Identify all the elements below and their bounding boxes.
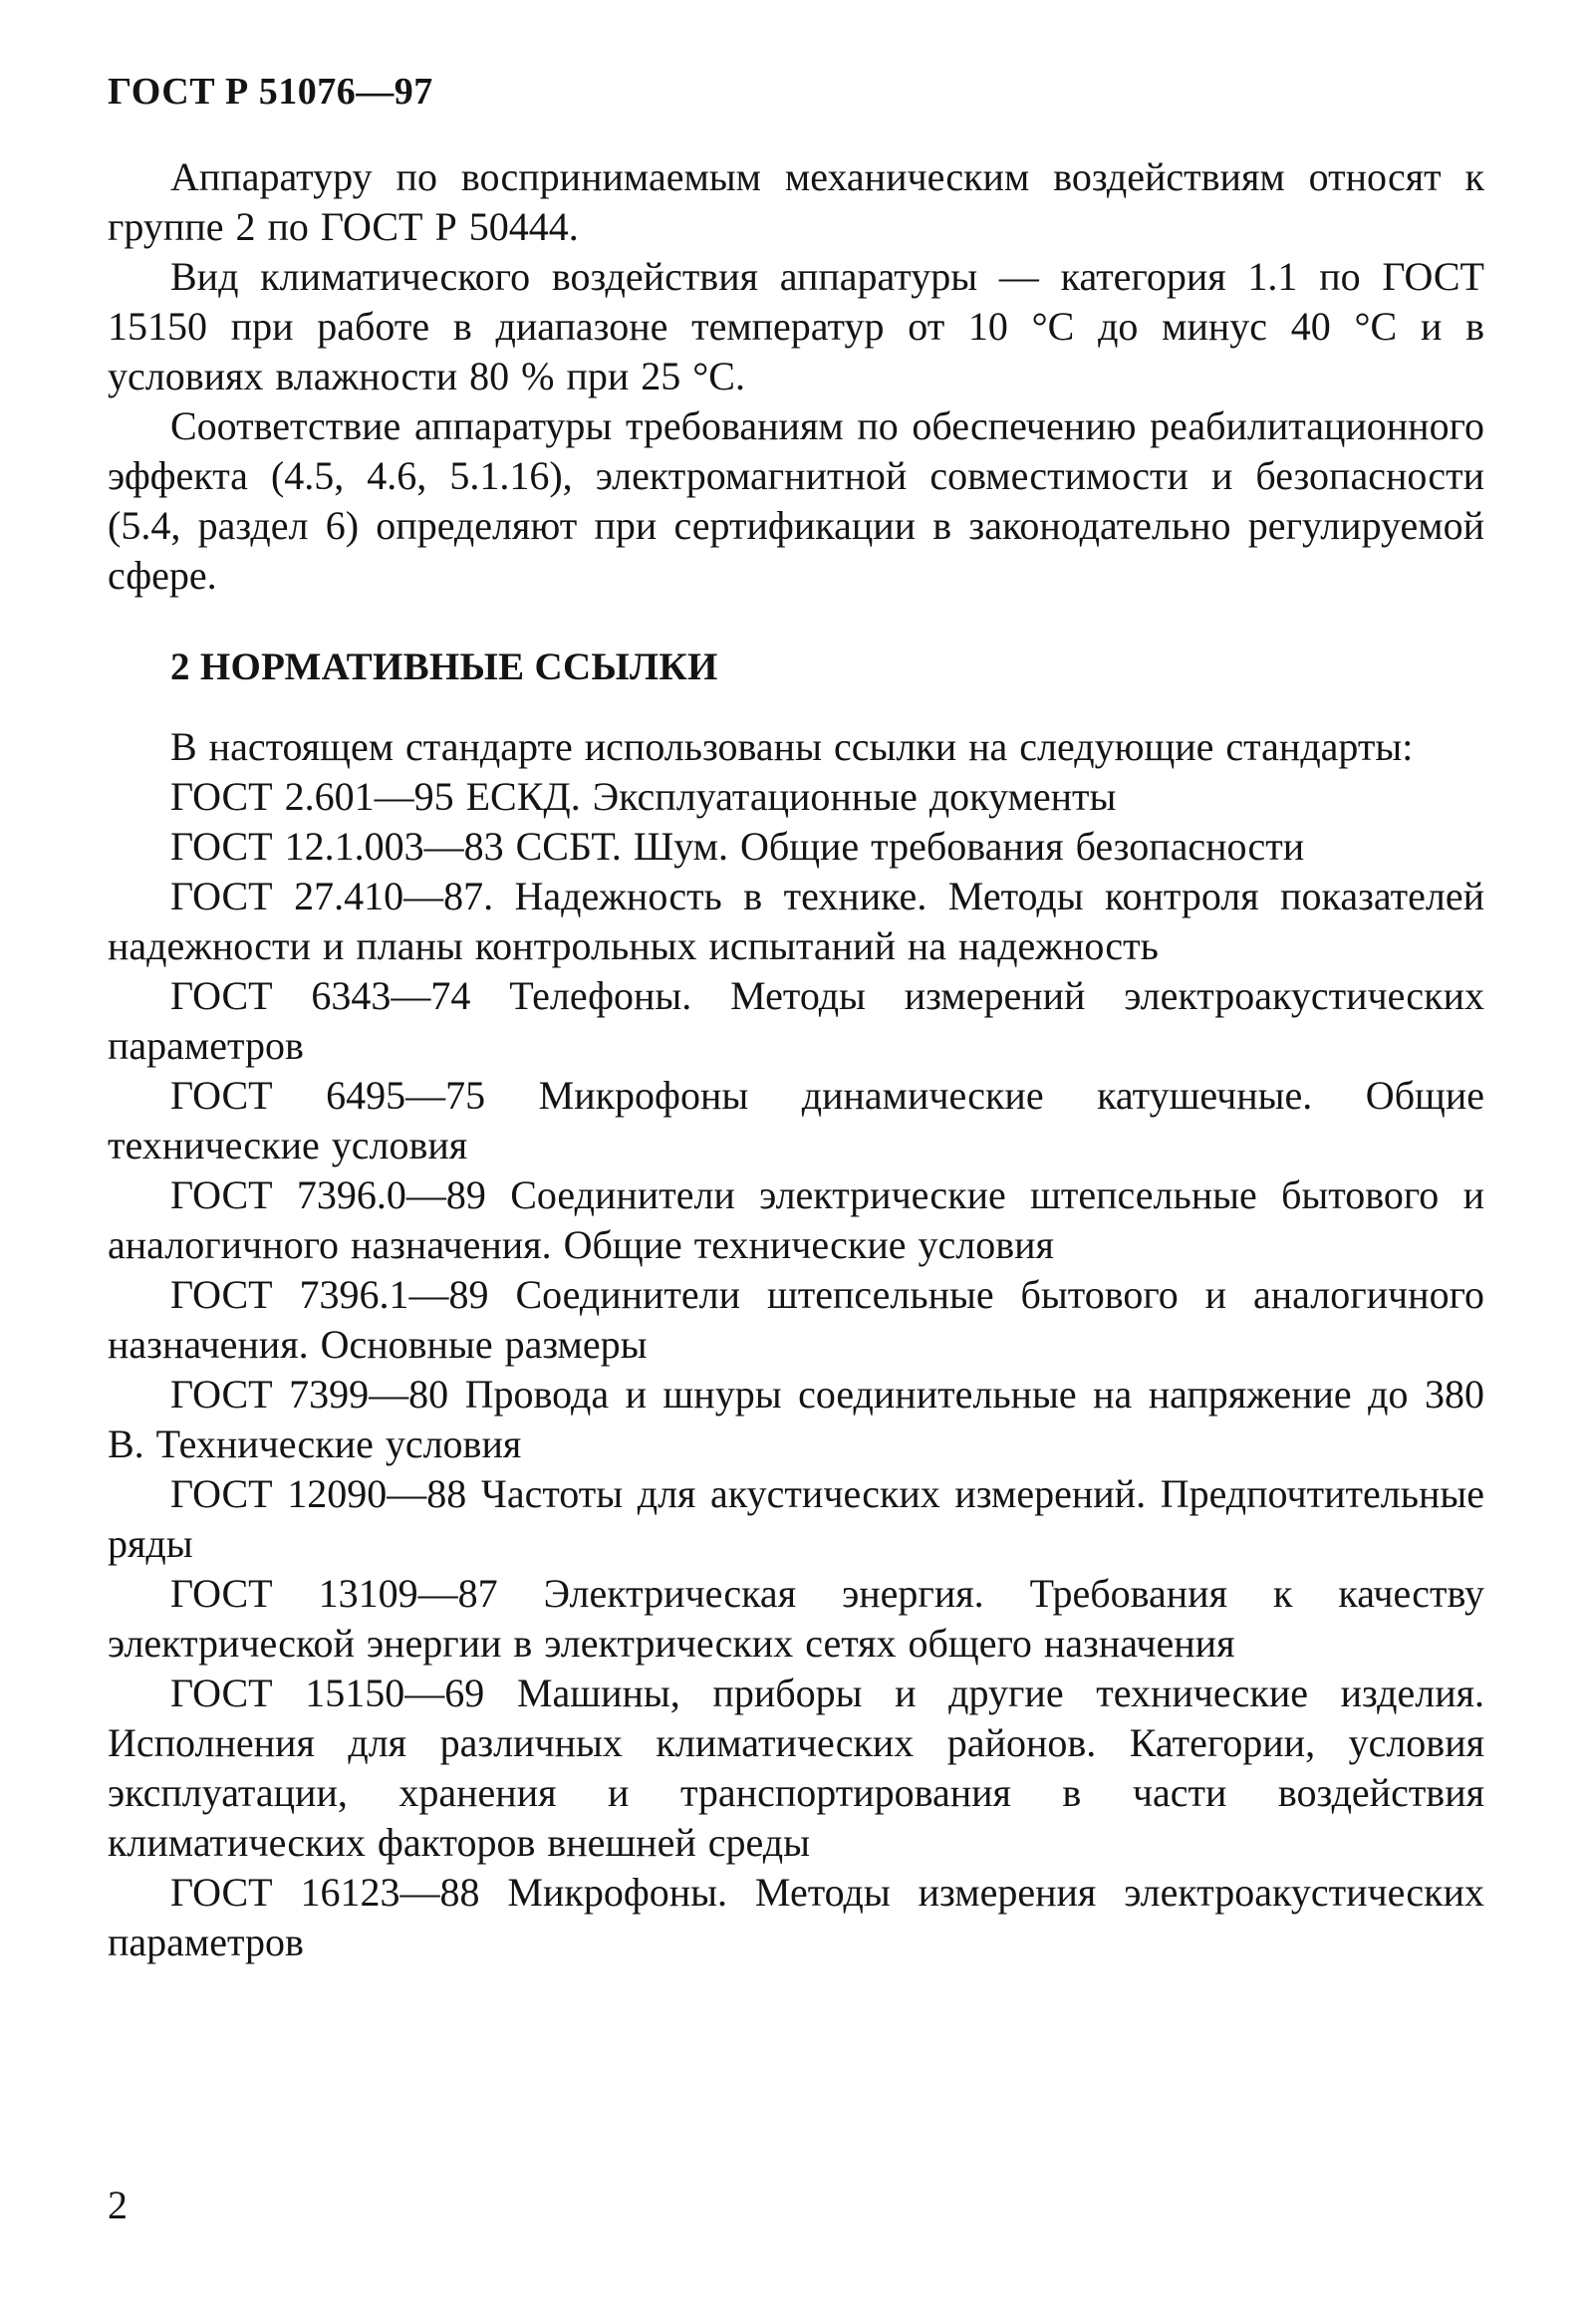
reference-item: ГОСТ 16123—88 Микрофоны. Методы измерения электроакустических параметров bbox=[108, 1870, 1484, 1964]
reference-item: ГОСТ 27.410—87. Надежность в технике. Методы контроля показателей надежности и планы контрольных испытаний на надежность bbox=[108, 874, 1484, 968]
section-title: 2 НОРМАТИВНЫЕ ССЫЛКИ bbox=[170, 646, 718, 688]
paragraph: Соответствие аппаратуры требованиям по обеспечению реабилитационного эффекта (4.5, 4.6, 5.1.16), электромагнитной совместимости и безопасности (5.4, раздел 6) определяют при сертификации в законодательно регулируемой сфере. bbox=[108, 403, 1484, 598]
section-intro: В настоящем стандарте использованы ссылки на следующие стандарты: bbox=[170, 724, 1414, 769]
reference-item: ГОСТ 13109—87 Электрическая энергия. Требования к качеству электрической энергии в электрических сетях общего назначения bbox=[108, 1571, 1484, 1666]
reference-item: ГОСТ 7396.0—89 Соединители электрические штепсельные бытового и аналогичного назначения. Общие технические условия bbox=[108, 1172, 1484, 1267]
reference-item: ГОСТ 6343—74 Телефоны. Методы измерений электроакустических параметров bbox=[108, 973, 1484, 1068]
reference-item: ГОСТ 7399—80 Провода и шнуры соединительные на напряжение до 380 В. Технические условия bbox=[108, 1372, 1484, 1466]
reference-item: ГОСТ 12090—88 Частоты для акустических измерений. Предпочтительные ряды bbox=[108, 1471, 1484, 1566]
document-header: ГОСТ Р 51076—97 bbox=[108, 71, 433, 113]
reference-item: ГОСТ 6495—75 Микрофоны динамические катушечные. Общие технические условия bbox=[108, 1073, 1484, 1167]
page-number: 2 bbox=[108, 2183, 128, 2227]
reference-item: ГОСТ 15150—69 Машины, приборы и другие технические изделия. Исполнения для различных климатических районов. Категории, условия эксплуатации, хранения и транспортирования в части воздействия климатических факторов внешней среды bbox=[108, 1671, 1484, 1865]
paragraph: Вид климатического воздействия аппаратуры — категория 1.1 по ГОСТ 15150 при работе в диапазоне температур от 10 °С до минус 40 °С и в условиях влажности 80 % при 25 °С. bbox=[108, 254, 1484, 398]
reference-item: ГОСТ 2.601—95 ЕСКД. Эксплуатационные документы bbox=[170, 774, 1117, 819]
reference-item: ГОСТ 12.1.003—83 ССБТ. Шум. Общие требования безопасности bbox=[170, 824, 1305, 869]
document-body bbox=[108, 152, 1484, 1967]
reference-item: ГОСТ 7396.1—89 Соединители штепсельные бытового и аналогичного назначения. Основные размеры bbox=[108, 1272, 1484, 1367]
paragraph: Аппаратуру по воспринимаемым механическим воздействиям относят к группе 2 по ГОСТ Р 50444. bbox=[108, 154, 1484, 249]
